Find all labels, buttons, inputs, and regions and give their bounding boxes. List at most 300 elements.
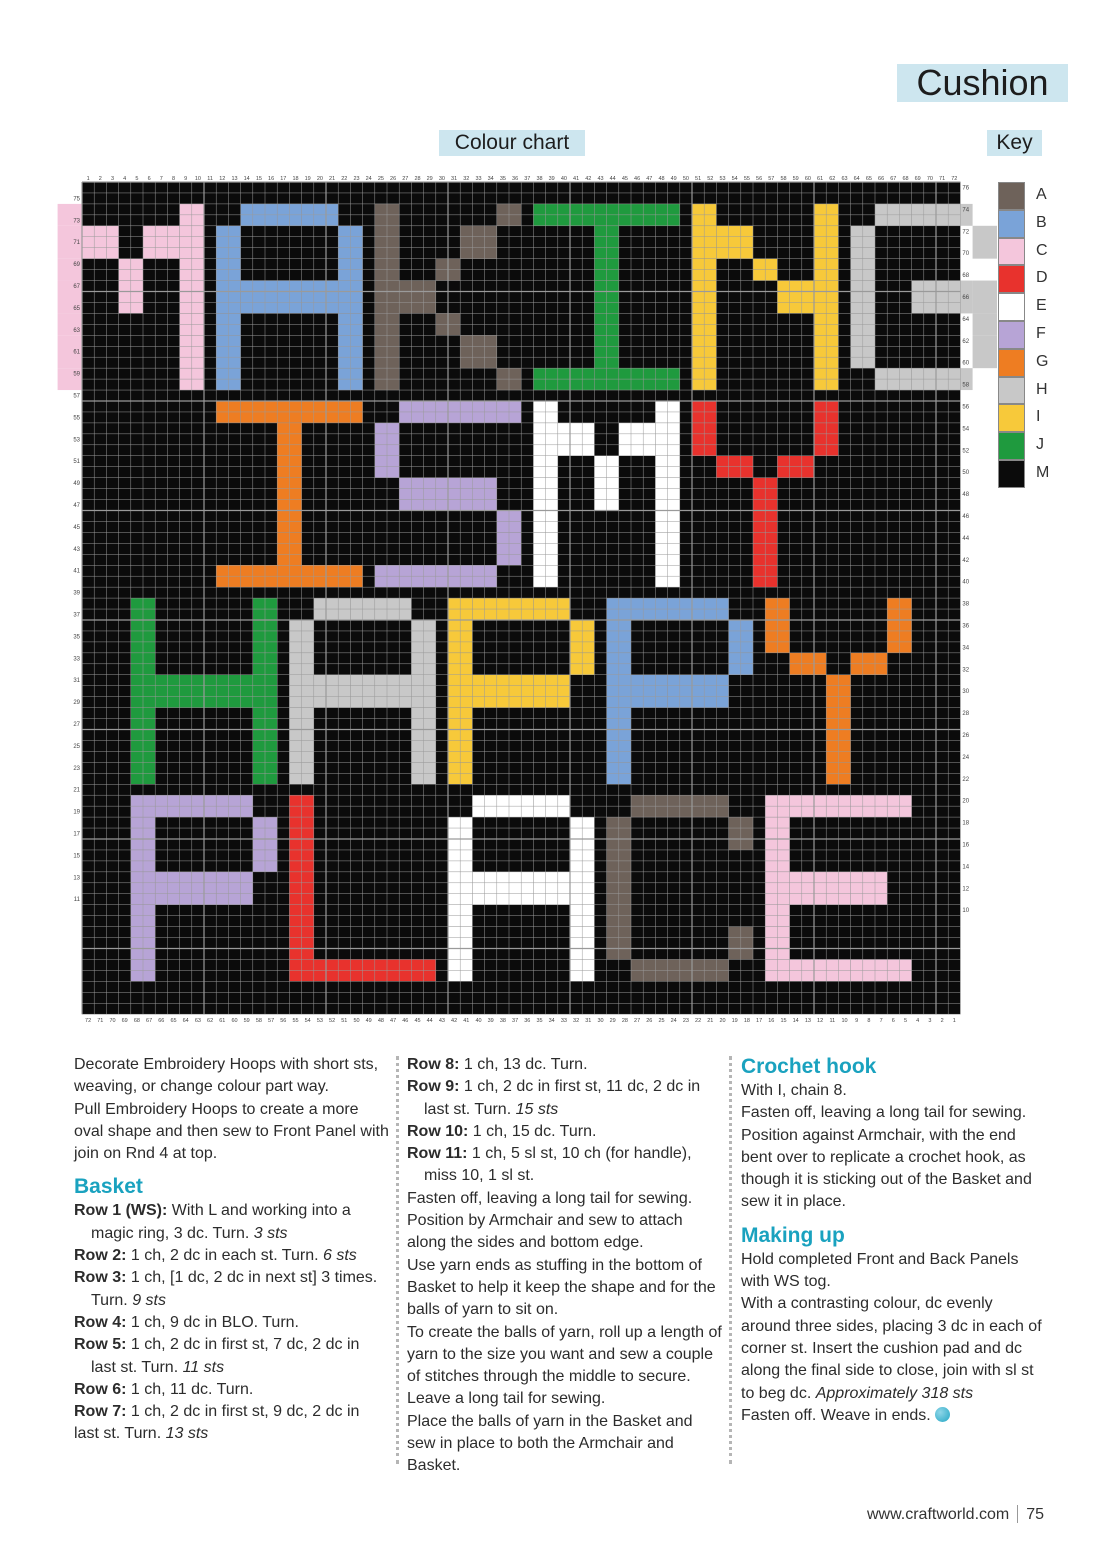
row-tick-label: 56 <box>962 404 970 411</box>
col-tick-label: 34 <box>487 176 494 182</box>
key-swatch <box>998 210 1025 238</box>
col-tick-label: 62 <box>207 1018 214 1025</box>
column-divider <box>729 1056 732 1464</box>
col-tick-label: 72 <box>951 176 958 182</box>
col-tick-label: 9 <box>184 176 188 182</box>
basket-row-6: Row 6: 1 ch, 11 dc. Turn. <box>74 1380 254 1398</box>
page-footer <box>867 1505 1044 1524</box>
row-tick-label: 40 <box>962 579 970 586</box>
col-tick-label: 37 <box>512 1018 519 1025</box>
chart-cell <box>82 226 119 259</box>
crochet-hook-heading: Crochet hook <box>741 1055 877 1078</box>
chart-cell <box>216 872 253 905</box>
col-tick-label: 30 <box>438 176 445 182</box>
row-tick-label: 20 <box>962 798 970 805</box>
row-tick-label: 10 <box>962 908 970 915</box>
chart-cell <box>314 675 351 708</box>
row-tick-label: 74 <box>962 207 970 214</box>
col-tick-label: 37 <box>524 176 531 182</box>
key-item-j <box>998 432 1058 460</box>
col-tick-label: 50 <box>353 1018 360 1025</box>
col-tick-label: 19 <box>731 1018 738 1025</box>
key-item-g <box>998 349 1058 377</box>
key-letter: M <box>1036 463 1050 481</box>
col-tick-label: 18 <box>743 1018 750 1025</box>
col-tick-label: 68 <box>902 176 909 182</box>
basket-row-5-cont: last st. Turn. 11 sts <box>91 1358 225 1376</box>
col-tick-label: 65 <box>170 1018 177 1025</box>
key-letter: F <box>1036 324 1046 342</box>
row-tick-label: 70 <box>962 251 970 258</box>
key-item-a <box>998 182 1058 210</box>
row-tick-label: 16 <box>962 842 970 849</box>
col-tick-label: 42 <box>451 1018 458 1025</box>
col-tick-label: 63 <box>194 1018 201 1025</box>
chart-cell <box>973 226 997 259</box>
col-tick-label: 72 <box>85 1018 92 1025</box>
chart-cell <box>460 335 497 368</box>
col-tick-label: 60 <box>804 176 811 182</box>
col-tick-label: 19 <box>304 176 311 182</box>
chart-cell <box>460 226 497 259</box>
row-tick-label: 72 <box>962 229 970 236</box>
key-letter: D <box>1036 269 1048 287</box>
col-tick-label: 59 <box>243 1018 250 1025</box>
col-tick-label: 36 <box>524 1018 531 1025</box>
row-tick-label: 52 <box>962 448 970 455</box>
key-letter: C <box>1036 241 1048 259</box>
col-tick-label: 32 <box>463 176 470 182</box>
row-tick-label: 76 <box>962 185 970 192</box>
col-tick-label: 29 <box>426 176 433 182</box>
footer-divider <box>1017 1505 1018 1523</box>
row-tick-label: 48 <box>962 492 970 499</box>
col-tick-label: 71 <box>97 1018 104 1025</box>
col-tick-label: 70 <box>109 1018 116 1025</box>
col-tick-label: 49 <box>670 176 677 182</box>
instructions-column-3 <box>741 1054 1046 1427</box>
intro-paragraph-2: Pull Embroidery Hoops to create a more oval shape and then sew to Front Panel with join on Rnd 4 at top. <box>74 1100 389 1163</box>
col-tick-label: 26 <box>390 176 397 182</box>
row-tick-label: 24 <box>962 754 970 761</box>
row-tick-label: 68 <box>962 273 970 280</box>
page-number: 75 <box>1026 1506 1045 1523</box>
colour-key <box>998 182 1058 488</box>
row-tick-label: 43 <box>73 546 80 553</box>
chart-cell <box>399 281 436 314</box>
col-tick-label: 52 <box>707 176 714 182</box>
col-tick-label: 51 <box>695 176 702 182</box>
col-tick-label: 11 <box>829 1018 836 1025</box>
col-tick-label: 40 <box>560 176 567 182</box>
basket-row-2: Row 2: 1 ch, 2 dc in each st. Turn. 6 sts <box>74 1247 357 1265</box>
row-tick-label: 45 <box>73 524 80 531</box>
col-tick-label: 10 <box>194 176 201 182</box>
col-tick-label: 54 <box>304 1018 311 1025</box>
col-tick-label: 18 <box>292 176 299 182</box>
key-item-h <box>998 377 1058 405</box>
row-tick-label: 50 <box>962 470 970 477</box>
col-tick-label: 65 <box>865 176 872 182</box>
col-tick-label: 67 <box>146 1018 153 1025</box>
chart-cell <box>399 478 436 511</box>
row-tick-label: 60 <box>962 360 970 367</box>
col-tick-label: 14 <box>792 1018 799 1025</box>
col-tick-label: 20 <box>719 1018 726 1025</box>
row-tick-label: 23 <box>73 765 80 772</box>
col-tick-label: 51 <box>341 1018 348 1025</box>
col-tick-label: 15 <box>780 1018 787 1025</box>
row-tick-label: 69 <box>73 262 80 269</box>
basket-row-11-cont: miss 10, 1 sl st. <box>424 1167 535 1185</box>
key-item-c <box>998 238 1058 266</box>
basket-row-9-cont: last st. Turn. 15 sts <box>424 1100 559 1118</box>
col-tick-label: 69 <box>121 1018 128 1025</box>
col-tick-label: 46 <box>402 1018 409 1025</box>
col-tick-label: 1 <box>952 1018 956 1025</box>
key-swatch <box>998 432 1025 460</box>
row-tick-label: 30 <box>962 689 970 696</box>
col-tick-label: 38 <box>499 1018 506 1025</box>
col-tick-label: 31 <box>585 1018 592 1025</box>
col-tick-label: 9 <box>855 1018 859 1025</box>
col-tick-label: 8 <box>171 176 176 182</box>
key-item-f <box>998 321 1058 349</box>
key-letter: J <box>1036 436 1044 454</box>
row-tick-label: 11 <box>73 897 80 904</box>
row-tick-label: 35 <box>73 634 80 641</box>
basket-row-7-cont: last st. Turn. 13 sts <box>74 1425 209 1443</box>
col-tick-label: 28 <box>414 176 421 182</box>
col-tick-label: 40 <box>475 1018 482 1025</box>
col-tick-label: 60 <box>231 1018 238 1025</box>
row-tick-label: 42 <box>962 557 970 564</box>
row-tick-label: 55 <box>73 415 80 422</box>
row-tick-label: 59 <box>73 371 80 378</box>
col-tick-label: 12 <box>817 1018 824 1025</box>
chart-cell <box>472 675 509 708</box>
row-tick-label: 71 <box>73 240 80 247</box>
basket-row-3: Row 3: 1 ch, [1 dc, 2 dc in next st] 3 times. <box>74 1269 378 1287</box>
key-letter: B <box>1036 213 1047 231</box>
row-tick-label: 64 <box>962 316 970 323</box>
col-tick-label: 50 <box>682 176 689 182</box>
column-divider <box>396 1056 399 1464</box>
col-tick-label: 15 <box>255 176 262 182</box>
key-swatch <box>998 349 1025 377</box>
row-tick-label: 62 <box>962 338 970 345</box>
col-tick-label: 57 <box>268 1018 275 1025</box>
key-swatch <box>998 293 1025 321</box>
row-tick-label: 22 <box>962 776 970 783</box>
chart-cell <box>241 281 278 314</box>
intro-paragraph-1: Decorate Embroidery Hoops with short sts, weaving, or change colour part way. <box>74 1056 379 1096</box>
col-tick-label: 26 <box>646 1018 653 1025</box>
row-tick-label: 38 <box>962 601 970 608</box>
row-tick-label: 33 <box>73 656 80 663</box>
col-tick-label: 16 <box>768 1018 775 1025</box>
col-tick-label: 25 <box>658 1018 665 1025</box>
col-tick-label: 48 <box>377 1018 384 1025</box>
col-tick-label: 41 <box>573 176 580 182</box>
chart-cell <box>851 872 888 905</box>
col-tick-label: 27 <box>634 1018 641 1025</box>
key-item-e <box>998 293 1058 321</box>
col-tick-label: 39 <box>487 1018 494 1025</box>
row-tick-label: 13 <box>73 875 80 882</box>
instructions-column-2 <box>407 1054 722 1478</box>
col-tick-label: 6 <box>147 176 151 182</box>
col-tick-label: 22 <box>341 176 348 182</box>
col-tick-label: 56 <box>756 176 763 182</box>
col-tick-label: 55 <box>743 176 750 182</box>
basket-row-3-cont: Turn. 9 sts <box>91 1291 166 1309</box>
row-tick-label: 51 <box>73 459 80 466</box>
row-tick-label: 32 <box>962 667 970 674</box>
col-tick-label: 42 <box>585 176 592 182</box>
chart-title: Colour chart <box>439 130 585 156</box>
col-tick-label: 48 <box>658 176 665 182</box>
key-item-d <box>998 265 1058 293</box>
col-tick-label: 69 <box>914 176 921 182</box>
row-tick-label: 18 <box>962 820 970 827</box>
basket-paragraph-4: Place the balls of yarn in the Basket and sew in place to both the Armchair and Basket. <box>407 1412 693 1475</box>
basket-heading: Basket <box>74 1175 143 1199</box>
making-up-paragraph-1: Hold completed Front and Back Panels with WS tog. <box>741 1250 1019 1291</box>
chart-cell <box>973 335 997 368</box>
row-tick-label: 12 <box>962 886 970 893</box>
row-tick-label: 37 <box>73 612 80 619</box>
basket-paragraph-3: To create the balls of yarn, roll up a length of yarn to the size you want and sew a couple of stitches through the middle to secure. Leave a long tail for sewing. <box>407 1323 722 1408</box>
chart-cell <box>472 872 509 905</box>
col-tick-label: 10 <box>841 1018 848 1025</box>
making-up-paragraph-2: With a contrasting colour, dc evenly around three sides, placing 3 dc in each of corner st. Insert the cushion pad and dc along the final side to close, join with sl st to beg dc. Approximately 318 sts <box>741 1295 1042 1402</box>
col-tick-label: 44 <box>426 1018 433 1025</box>
col-tick-label: 36 <box>512 176 519 182</box>
row-tick-label: 58 <box>962 382 970 389</box>
col-tick-label: 45 <box>414 1018 421 1025</box>
row-tick-label: 15 <box>73 853 80 860</box>
col-tick-label: 59 <box>792 176 799 182</box>
col-tick-label: 34 <box>548 1018 555 1025</box>
key-swatch <box>998 321 1025 349</box>
col-tick-label: 68 <box>133 1018 140 1025</box>
chart-cell <box>155 872 192 905</box>
chart-cell <box>460 478 497 511</box>
row-tick-label: 66 <box>962 294 970 301</box>
col-tick-label: 21 <box>707 1018 714 1025</box>
col-tick-label: 31 <box>451 176 458 182</box>
chart-cell <box>777 281 814 314</box>
chart-cell <box>692 675 729 708</box>
col-tick-label: 6 <box>891 1018 895 1025</box>
key-letter: G <box>1036 352 1049 370</box>
chart-cell <box>716 226 753 259</box>
chart-cell <box>631 675 668 708</box>
col-tick-label: 30 <box>597 1018 604 1025</box>
col-tick-label: 54 <box>731 176 738 182</box>
col-tick-label: 43 <box>597 176 604 182</box>
row-tick-label: 27 <box>73 722 80 729</box>
col-tick-label: 49 <box>365 1018 372 1025</box>
chart-cell <box>155 675 192 708</box>
col-tick-label: 32 <box>573 1018 580 1025</box>
row-tick-label: 17 <box>73 831 80 838</box>
col-tick-label: 56 <box>280 1018 287 1025</box>
basket-row-10: Row 10: 1 ch, 15 dc. Turn. <box>407 1122 597 1140</box>
chart-cell <box>216 675 253 708</box>
row-tick-label: 19 <box>73 809 80 816</box>
col-tick-label: 39 <box>548 176 555 182</box>
key-swatch <box>998 460 1025 488</box>
row-tick-label: 53 <box>73 437 80 444</box>
chart-cell <box>973 313 997 335</box>
col-tick-label: 35 <box>499 176 506 182</box>
chart-cell <box>143 226 180 259</box>
col-tick-label: 7 <box>159 176 163 182</box>
col-tick-label: 22 <box>695 1018 702 1025</box>
key-letter: H <box>1036 380 1048 398</box>
chart-cell <box>533 872 570 905</box>
col-tick-label: 14 <box>243 176 250 182</box>
row-tick-label: 34 <box>962 645 970 652</box>
col-tick-label: 2 <box>98 176 102 182</box>
chart-cell <box>619 423 656 456</box>
col-tick-label: 5 <box>903 1018 908 1025</box>
col-tick-label: 57 <box>768 176 775 182</box>
col-tick-label: 61 <box>817 176 824 182</box>
col-tick-label: 45 <box>621 176 628 182</box>
col-tick-label: 66 <box>158 1018 165 1025</box>
row-tick-label: 41 <box>73 568 80 575</box>
col-tick-label: 43 <box>438 1018 445 1025</box>
crochet-hook-paragraph-2: Fasten off, leaving a long tail for sewing. Position against Armchair, with the end bent over to replicate a crochet hook, as though it is sticking out of the Basket and sew it in place. <box>741 1104 1032 1211</box>
col-tick-label: 63 <box>841 176 848 182</box>
row-tick-label: 44 <box>962 535 970 542</box>
making-up-heading: Making up <box>741 1223 845 1247</box>
col-tick-label: 62 <box>829 176 836 182</box>
col-tick-label: 71 <box>939 176 946 182</box>
col-tick-label: 20 <box>316 176 323 182</box>
basket-row-1-cont: magic ring, 3 dc. Turn. 3 sts <box>91 1224 288 1242</box>
col-tick-label: 4 <box>123 176 127 182</box>
chart-cell <box>375 675 412 708</box>
col-tick-label: 23 <box>682 1018 689 1025</box>
col-tick-label: 41 <box>463 1018 470 1025</box>
col-tick-label: 33 <box>560 1018 567 1025</box>
basket-row-1: Row 1 (WS): With L and working into a <box>74 1202 351 1220</box>
col-tick-label: 67 <box>890 176 897 182</box>
key-item-i <box>998 404 1058 432</box>
colour-chart <box>70 172 982 1025</box>
row-tick-label: 57 <box>73 393 80 400</box>
col-tick-label: 64 <box>182 1018 189 1025</box>
col-tick-label: 35 <box>536 1018 543 1025</box>
col-tick-label: 1 <box>86 176 90 182</box>
row-tick-label: 46 <box>962 513 970 520</box>
basket-row-8: Row 8: 1 ch, 13 dc. Turn. <box>407 1056 588 1073</box>
col-tick-label: 13 <box>804 1018 811 1025</box>
col-tick-label: 61 <box>219 1018 226 1025</box>
making-up-paragraph-3: Fasten off. Weave in ends. <box>741 1405 1046 1427</box>
crochet-hook-paragraph-1: With I, chain 8. <box>741 1082 847 1099</box>
col-tick-label: 46 <box>634 176 641 182</box>
key-swatch <box>998 182 1025 210</box>
basket-paragraph-1: Fasten off, leaving a long tail for sewing. Position by Armchair and sew to attach along the sides and bottom edge. <box>407 1189 693 1252</box>
row-tick-label: 47 <box>73 503 80 510</box>
col-tick-label: 66 <box>878 176 885 182</box>
col-tick-label: 4 <box>916 1018 920 1025</box>
col-tick-label: 3 <box>928 1018 932 1025</box>
col-tick-label: 53 <box>316 1018 323 1025</box>
row-tick-label: 28 <box>962 711 970 718</box>
col-tick-label: 29 <box>609 1018 616 1025</box>
col-tick-label: 44 <box>609 176 616 182</box>
row-tick-label: 49 <box>73 481 80 488</box>
col-tick-label: 58 <box>780 176 787 182</box>
row-tick-label: 61 <box>73 349 80 356</box>
key-letter: E <box>1036 297 1047 315</box>
col-tick-label: 21 <box>329 176 336 182</box>
col-tick-label: 28 <box>621 1018 628 1025</box>
key-swatch <box>998 265 1025 293</box>
row-tick-label: 65 <box>73 305 80 312</box>
key-swatch <box>998 404 1025 432</box>
row-tick-label: 54 <box>962 426 970 433</box>
key-swatch <box>998 377 1025 405</box>
basket-paragraph-2: Use yarn ends as stuffing in the bottom of Basket to help it keep the shape and for the balls of yarn to sit on. <box>407 1256 716 1319</box>
col-tick-label: 55 <box>292 1018 299 1025</box>
col-tick-label: 17 <box>280 176 287 182</box>
col-tick-label: 8 <box>867 1018 871 1025</box>
row-tick-label: 39 <box>73 590 80 597</box>
row-tick-label: 14 <box>962 864 970 871</box>
col-tick-label: 25 <box>377 176 384 182</box>
basket-row-9: Row 9: 1 ch, 2 dc in first st, 11 dc, 2 dc in <box>407 1078 701 1096</box>
col-tick-label: 33 <box>475 176 482 182</box>
key-letter: I <box>1036 408 1041 426</box>
basket-row-11: Row 11: 1 ch, 5 sl st, 10 ch (for handle), <box>407 1145 692 1163</box>
basket-row-5: Row 5: 1 ch, 2 dc in first st, 7 dc, 2 dc in <box>74 1336 360 1354</box>
col-tick-label: 38 <box>536 176 543 182</box>
col-tick-label: 64 <box>853 176 860 182</box>
row-tick-label: 67 <box>73 284 80 291</box>
col-tick-label: 16 <box>268 176 275 182</box>
col-tick-label: 24 <box>365 176 372 182</box>
row-tick-label: 75 <box>73 196 80 203</box>
col-tick-label: 3 <box>110 176 115 182</box>
row-tick-label: 31 <box>73 678 80 685</box>
col-tick-label: 24 <box>670 1018 677 1025</box>
row-tick-label: 63 <box>73 327 80 334</box>
col-tick-label: 12 <box>219 176 226 182</box>
row-tick-label: 21 <box>73 787 80 794</box>
col-tick-label: 53 <box>719 176 726 182</box>
key-item-b <box>998 210 1058 238</box>
col-tick-label: 5 <box>135 176 139 182</box>
key-swatch <box>998 238 1025 266</box>
col-tick-label: 23 <box>353 176 360 182</box>
chart-cell <box>973 281 997 314</box>
col-tick-label: 70 <box>926 176 933 182</box>
chart-cell <box>790 872 827 905</box>
col-tick-label: 27 <box>402 176 409 182</box>
key-item-m <box>998 460 1058 488</box>
footer-website: www.craftworld.com <box>867 1506 1010 1523</box>
row-tick-label: 36 <box>962 623 970 630</box>
col-tick-label: 52 <box>329 1018 336 1025</box>
row-tick-label: 29 <box>73 700 80 707</box>
